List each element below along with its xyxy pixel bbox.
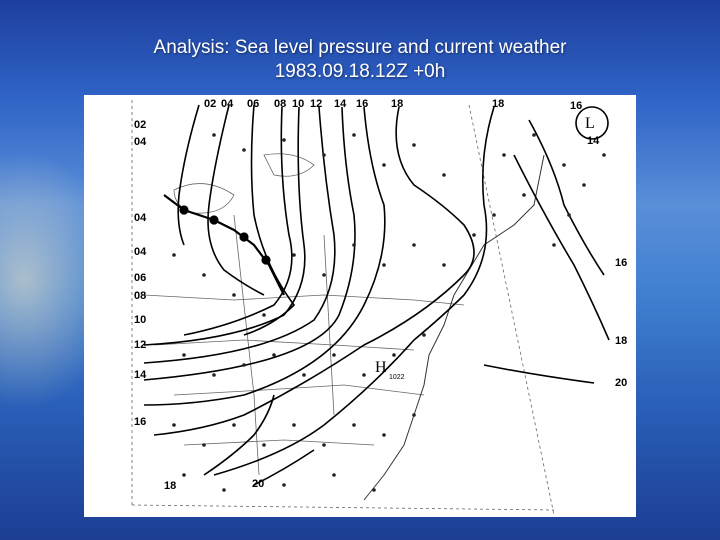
state-line-1 [144, 295, 464, 305]
isobar-label: 20 [615, 377, 628, 389]
isobar-1004 [208, 105, 264, 295]
isobar-label: 06 [247, 98, 260, 110]
isobar-label: 12 [134, 339, 147, 351]
isobar-label: 20 [252, 478, 265, 490]
title-line-1: Analysis: Sea level pressure and current weather [153, 37, 567, 58]
slide-title [0, 36, 720, 84]
isobar-label: 16 [356, 98, 369, 110]
state-line-3 [174, 385, 424, 395]
isobar-label: 08 [134, 290, 147, 302]
isobar-labels-right [587, 135, 627, 389]
isobar-label: 18 [492, 98, 505, 110]
isobar-label: 12 [310, 98, 323, 110]
isobar-label: 04 [134, 212, 147, 224]
front-marker [181, 207, 188, 214]
front-marker [241, 234, 248, 241]
isobar-label: 16 [615, 257, 628, 269]
isobar-label: 18 [164, 480, 177, 492]
front-marker [211, 217, 218, 224]
isobar-1018 [154, 107, 474, 435]
isobar-labels-top [204, 98, 582, 112]
isobar-label: 18 [615, 335, 628, 347]
isobar-label: 10 [134, 314, 147, 326]
isobar-label: 18 [391, 98, 404, 110]
weather-map-svg [84, 95, 636, 517]
isobar-labels-left [134, 119, 147, 428]
title-line-2: 1983.09.18.12Z +0h [274, 61, 446, 82]
isobar-1002 [178, 105, 199, 245]
state-line-4 [184, 440, 374, 445]
station-plots [172, 133, 606, 492]
map-boundary-south [132, 505, 554, 510]
isobar-label: 14 [134, 369, 147, 381]
isobar-1018-far-east [514, 155, 609, 340]
isobar-label: 10 [292, 98, 305, 110]
lake-outline-2 [264, 154, 314, 177]
isobar-1020 [484, 365, 594, 383]
isobar-label: 04 [134, 246, 147, 258]
isobar-label: 14 [334, 98, 347, 110]
isobar-1008 [184, 107, 292, 335]
state-line-5 [234, 215, 259, 475]
high-pressure-value: 1022 [389, 374, 405, 381]
state-line-2 [154, 340, 414, 350]
low-pressure-symbol: L [585, 115, 595, 132]
isobar-1014 [144, 107, 355, 380]
front-marker [263, 257, 270, 264]
isobar-labels-bottom [164, 478, 264, 492]
front [164, 195, 284, 295]
isobar-label: 14 [587, 135, 600, 147]
isobar-label: 04 [134, 136, 147, 148]
isobar-label: 06 [134, 272, 147, 284]
isobar-label: 04 [221, 98, 234, 110]
isobar-label: 08 [274, 98, 287, 110]
isobar-1016-south [204, 395, 274, 475]
isobar-label: 16 [134, 416, 147, 428]
high-pressure-symbol: H [375, 359, 387, 376]
isobar-label: 02 [204, 98, 217, 110]
isobar-label: 02 [134, 119, 147, 131]
isobars [144, 105, 609, 485]
isobar-label: 16 [570, 100, 583, 112]
weather-map [84, 95, 636, 517]
coastline [364, 155, 544, 500]
map-boundaries [132, 100, 554, 515]
